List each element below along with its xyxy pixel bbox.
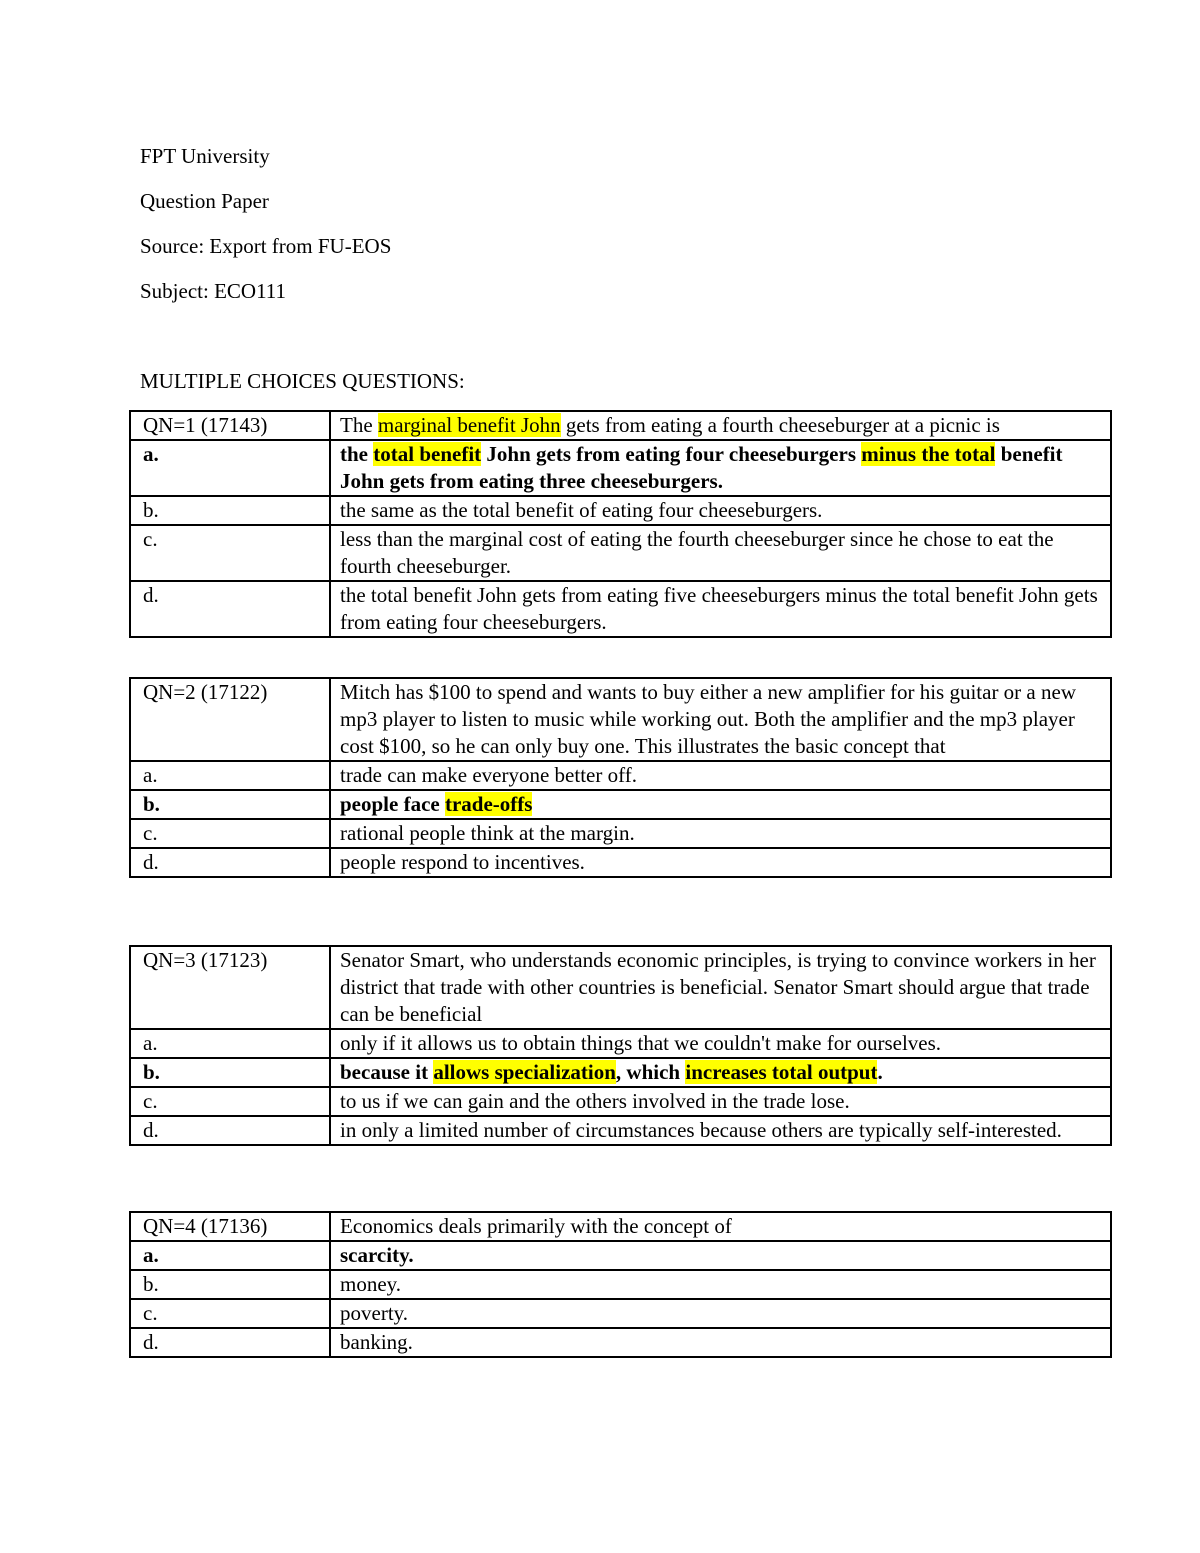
option-label: c. <box>130 525 330 581</box>
option-text: people face trade-offs <box>330 790 1111 819</box>
option-text: because it allows specialization, which increases total output. <box>330 1058 1111 1087</box>
question-table-1 <box>129 410 1112 638</box>
question-table-3 <box>129 945 1112 1146</box>
highlighted-text: trade-offs <box>444 792 533 816</box>
document-source: Source: Export from FU-EOS <box>140 234 392 258</box>
subject-code: Subject: ECO111 <box>140 279 287 303</box>
option-row-correct <box>130 1241 1111 1270</box>
option-text: only if it allows us to obtain things that we couldn't make for ourselves. <box>330 1029 1111 1058</box>
section-title: MULTIPLE CHOICES QUESTIONS: <box>140 369 465 393</box>
question-label: QN=1 (17143) <box>130 411 330 440</box>
highlighted-text: marginal benefit John <box>377 413 561 437</box>
option-text: people respond to incentives. <box>330 848 1111 877</box>
option-label: b. <box>130 496 330 525</box>
option-row <box>130 1270 1111 1299</box>
option-row-correct <box>130 790 1111 819</box>
option-label: a. <box>130 1029 330 1058</box>
question-label: QN=2 (17122) <box>130 678 330 761</box>
option-row-correct <box>130 440 1111 496</box>
question-label: QN=3 (17123) <box>130 946 330 1029</box>
option-row <box>130 848 1111 877</box>
option-label: c. <box>130 819 330 848</box>
question-table-4 <box>129 1211 1112 1358</box>
option-row <box>130 761 1111 790</box>
option-row <box>130 1087 1111 1116</box>
option-label: a. <box>130 761 330 790</box>
option-label: b. <box>130 1270 330 1299</box>
highlighted-text: total benefit <box>373 442 482 466</box>
option-text: trade can make everyone better off. <box>330 761 1111 790</box>
option-text: poverty. <box>330 1299 1111 1328</box>
option-text: in only a limited number of circumstances because others are typically self-interested. <box>330 1116 1111 1145</box>
question-row <box>130 678 1111 761</box>
question-stem: Senator Smart, who understands economic principles, is trying to convince workers in her district that trade with other countries is beneficial. Senator Smart should argue that trade can be beneficial <box>330 946 1111 1029</box>
option-row <box>130 1029 1111 1058</box>
option-text: less than the marginal cost of eating the fourth cheeseburger since he chose to eat the fourth cheeseburger. <box>330 525 1111 581</box>
option-row <box>130 1299 1111 1328</box>
highlighted-text: increases total output <box>685 1060 878 1084</box>
option-text: banking. <box>330 1328 1111 1357</box>
option-text: the same as the total benefit of eating four cheeseburgers. <box>330 496 1111 525</box>
highlighted-text: minus the total <box>861 442 996 466</box>
question-table-2 <box>129 677 1112 878</box>
option-label: b. <box>130 790 330 819</box>
option-row <box>130 819 1111 848</box>
option-label: d. <box>130 1116 330 1145</box>
question-stem: The marginal benefit John gets from eating a fourth cheeseburger at a picnic is <box>330 411 1111 440</box>
highlighted-text: allows specialization <box>433 1060 616 1084</box>
option-label: a. <box>130 1241 330 1270</box>
question-label: QN=4 (17136) <box>130 1212 330 1241</box>
question-row <box>130 946 1111 1029</box>
option-label: d. <box>130 848 330 877</box>
question-stem: Mitch has $100 to spend and wants to buy either a new amplifier for his guitar or a new mp3 player to listen to music while working out. Both the amplifier and the mp3 player cost $100, so he can only buy one. This illustrates the basic concept that <box>330 678 1111 761</box>
question-stem: Economics deals primarily with the concept of <box>330 1212 1111 1241</box>
option-text: the total benefit John gets from eating five cheeseburgers minus the total benefit John gets from eating four cheeseburgers. <box>330 581 1111 637</box>
option-label: c. <box>130 1087 330 1116</box>
option-label: d. <box>130 581 330 637</box>
option-text: money. <box>330 1270 1111 1299</box>
document-type: Question Paper <box>140 189 269 213</box>
option-label: c. <box>130 1299 330 1328</box>
option-text: to us if we can gain and the others involved in the trade lose. <box>330 1087 1111 1116</box>
option-row <box>130 1328 1111 1357</box>
option-text: the total benefit John gets from eating four cheeseburgers minus the total benefit John gets from eating three cheeseburgers. <box>330 440 1111 496</box>
option-row <box>130 496 1111 525</box>
option-label: d. <box>130 1328 330 1357</box>
option-row <box>130 1116 1111 1145</box>
option-label: b. <box>130 1058 330 1087</box>
question-row <box>130 1212 1111 1241</box>
option-row-correct <box>130 1058 1111 1087</box>
option-row <box>130 581 1111 637</box>
university-name: FPT University <box>140 144 270 168</box>
option-text: rational people think at the margin. <box>330 819 1111 848</box>
option-label: a. <box>130 440 330 496</box>
question-row <box>130 411 1111 440</box>
option-row <box>130 525 1111 581</box>
option-text: scarcity. <box>330 1241 1111 1270</box>
